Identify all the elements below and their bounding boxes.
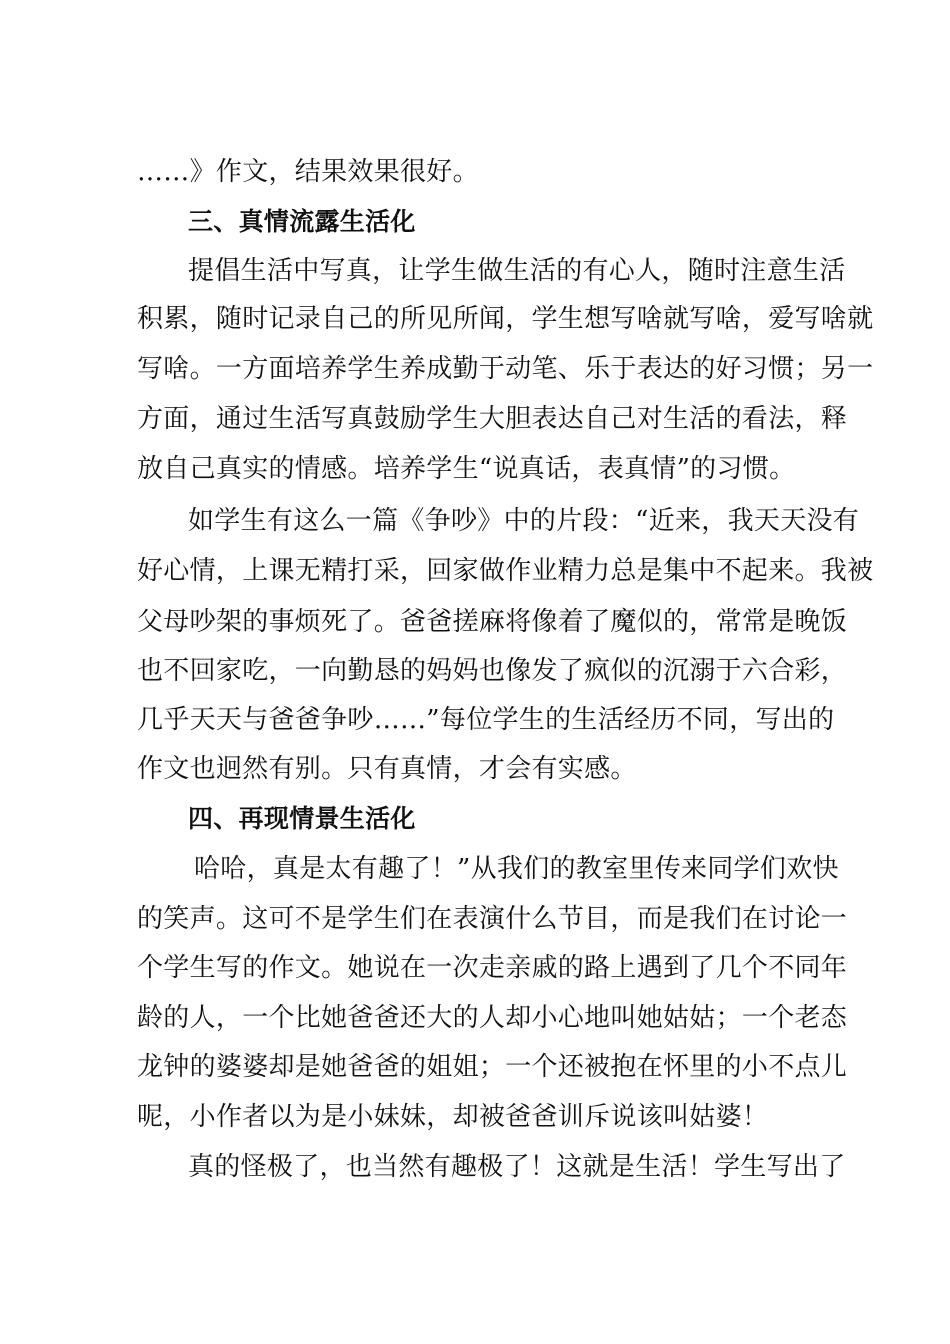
paragraph-line: 龄的人，一个比她爸爸还大的人却小心地叫她姑姑；一个老态: [137, 1003, 848, 1033]
paragraph-line: 好心情，上课无精打采，回家做作业精力总是集中不起来。我被: [137, 556, 874, 586]
paragraph-line: 哈哈，真是太有趣了！”从我们的教室里传来同学们欢快: [194, 854, 839, 884]
section-heading-4: 四、再现情景生活化: [188, 804, 416, 833]
paragraph-line: 也不回家吃，一向勤恳的妈妈也像发了疯似的沉溺于六合彩，: [137, 656, 848, 686]
paragraph-line: 作文也迥然有别。只有真情，才会有实感。: [137, 754, 637, 784]
paragraph-line: 积累，随时记录自己的所见所闻，学生想写啥就写啥，爱写啥就: [137, 304, 874, 334]
paragraph-line: 如学生有这么一篇《争吵》中的片段：“近来，我天天没有: [188, 506, 860, 536]
paragraph-line: ……》作文，结果效果很好。: [137, 157, 479, 187]
paragraph-line: 的笑声。这可不是学生们在表演什么节目，而是我们在讨论一: [137, 904, 848, 934]
paragraph-line: 个学生写的作文。她说在一次走亲戚的路上遇到了几个不同年: [137, 953, 848, 983]
paragraph-line: 呢，小作者以为是小妹妹，却被爸爸训斥说该叫姑婆！: [137, 1102, 769, 1132]
paragraph-line: 写啥。一方面培养学生养成勤于动笔、乐于表达的好习惯；另一: [137, 354, 874, 384]
paragraph-line: 龙钟的婆婆却是她爸爸的姐姐；一个还被抱在怀里的小不点儿: [137, 1052, 848, 1082]
paragraph-line: 提倡生活中写真，让学生做生活的有心人，随时注意生活: [188, 256, 846, 286]
paragraph-line: 父母吵架的事烦死了。爸爸搓麻将像着了魔似的，常常是晚饭: [137, 607, 848, 637]
paragraph-line: 真的怪极了，也当然有趣极了！这就是生活！学生写出了: [188, 1152, 846, 1182]
section-heading-3: 三、真情流露生活化: [188, 207, 416, 236]
paragraph-line: 方面，通过生活写真鼓励学生大胆表达自己对生活的看法，释: [137, 404, 848, 434]
paragraph-line: 几乎天天与爸爸争吵……”每位学生的生活经历不同，写出的: [137, 705, 835, 735]
paragraph-line: 放自己真实的情感。培养学生“说真话，表真情”的习惯。: [137, 454, 796, 484]
